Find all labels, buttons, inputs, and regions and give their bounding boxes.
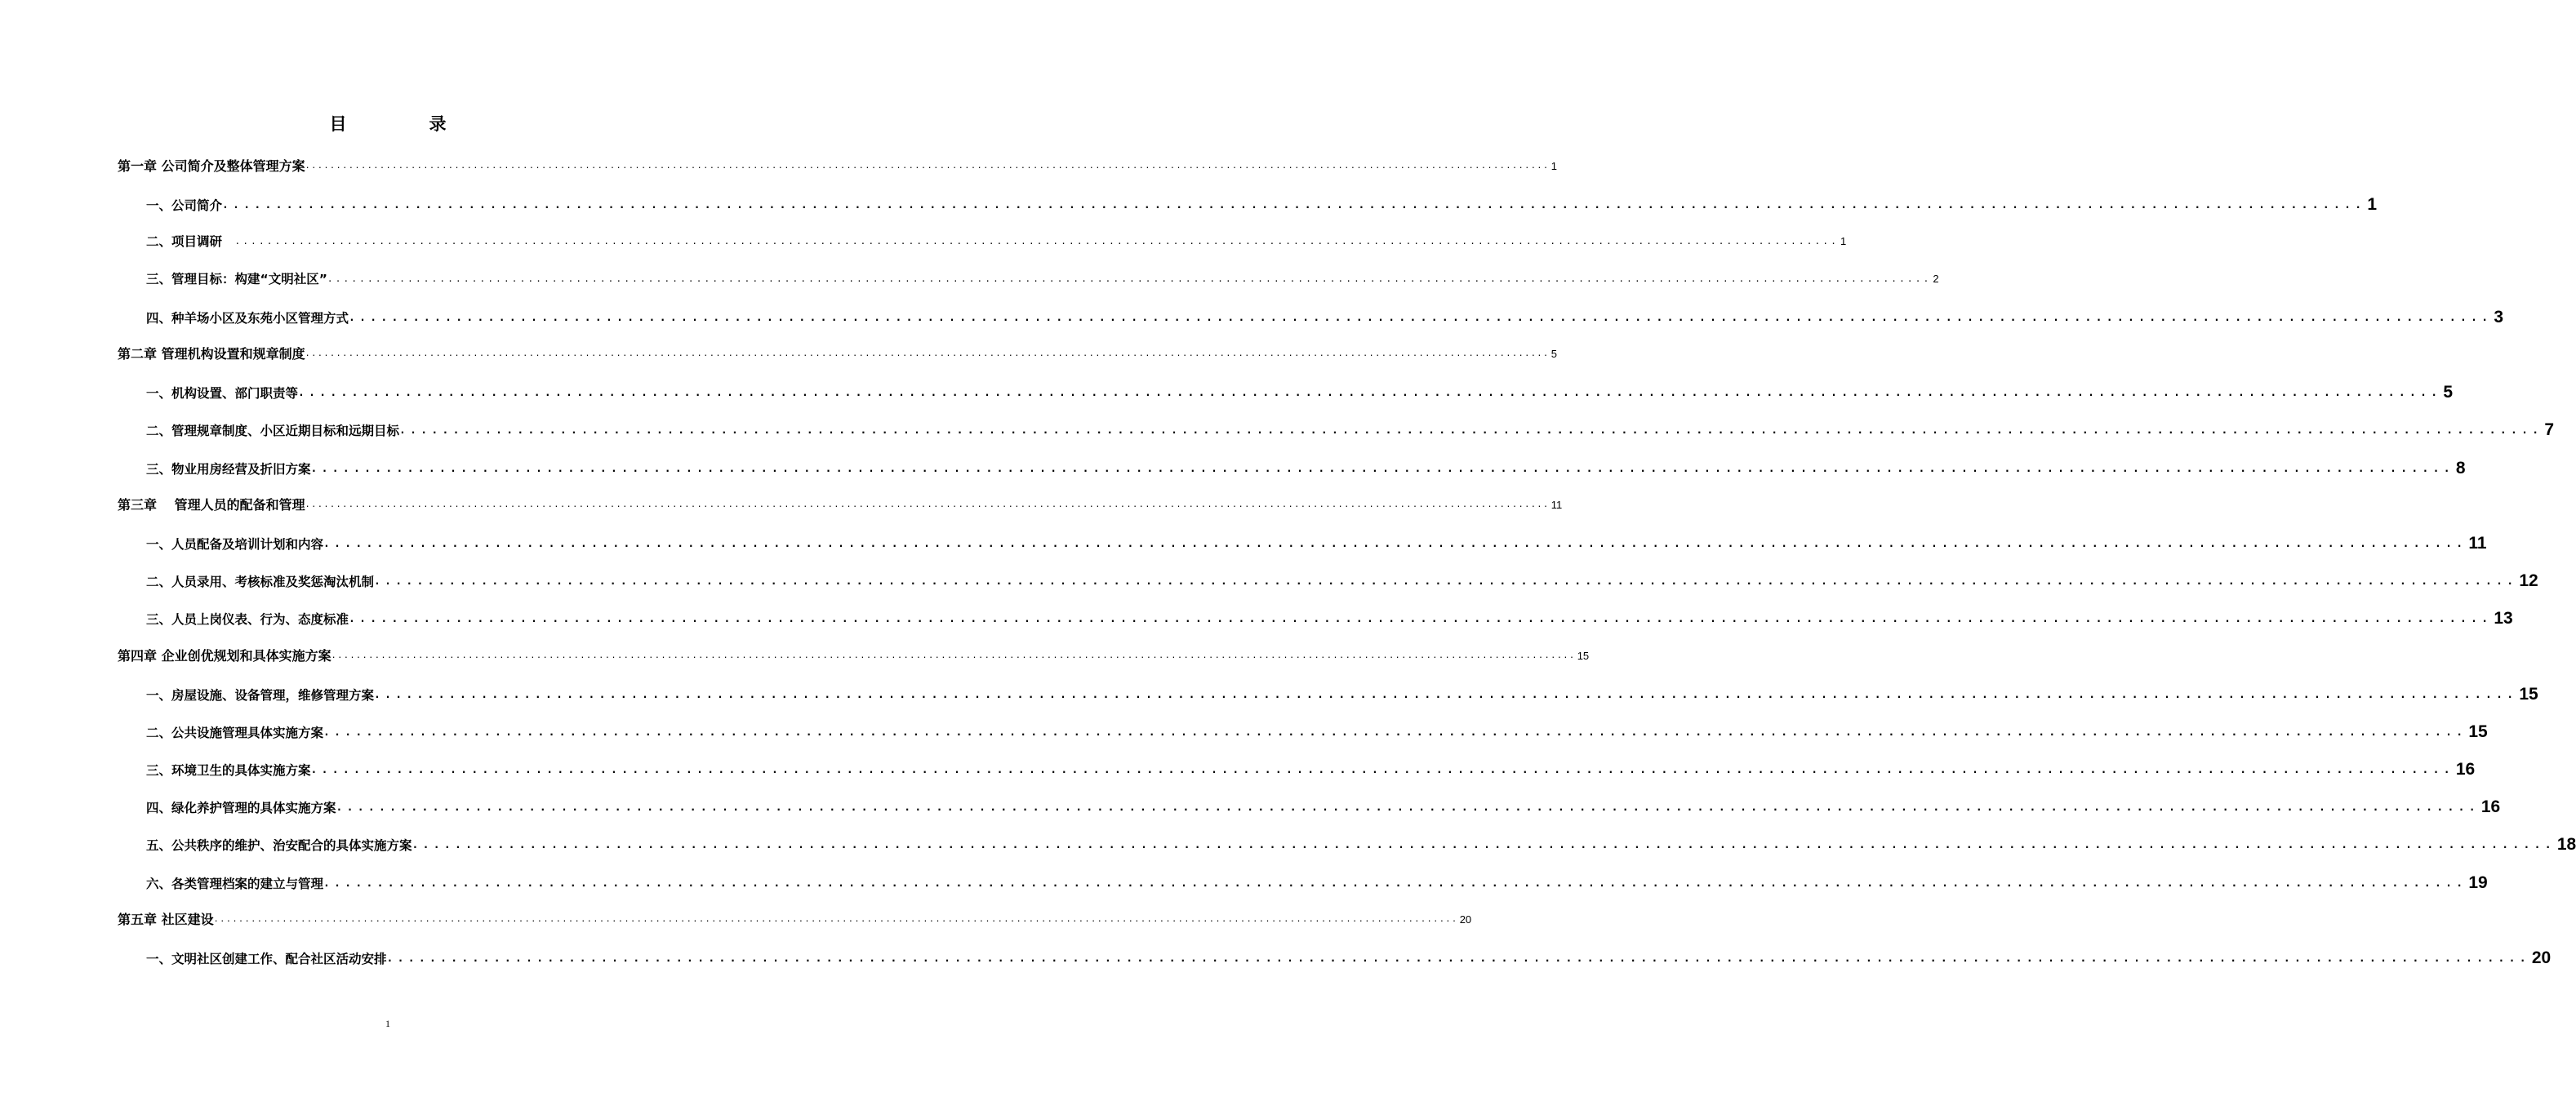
toc-entry-page-number: 5 [1550,348,1557,360]
toc-entry-page-number: 15 [2519,685,2538,704]
toc-dot-leader: ........................................................................................................................................................................................................ [323,538,2467,550]
toc-section-row[interactable] [146,722,2488,741]
toc-entry-label: 三、物业用房经营及折旧方案 [146,462,311,477]
toc-dot-leader: ........................................................................................................................................................................................................ [331,651,1576,660]
toc-dot-leader: ........................................................................................................................................................................................................ [327,273,1932,284]
toc-entry-label: 二、项目调研 [146,234,235,249]
toc-dot-leader: ........................................................................................................................................................................................................ [399,424,2543,437]
toc-entry-label: 三、管理目标：构建“文明社区” [146,272,327,286]
toc-entry-label: 二、人员录用、考核标准及奖惩淘汰机制 [146,575,375,589]
toc-entry-label: 一、机构设置、部门职责等 [146,386,299,401]
toc-dot-leader: ........................................................................................................................................................................................................ [412,839,2556,851]
toc-dot-leader: ........................................................................................................................................................................................................ [305,349,1550,358]
toc-entry-label: 第二章 管理机构设置和规章制度 [118,346,305,362]
toc-section-row[interactable] [146,685,2538,704]
toc-entry-page-number: 16 [2480,797,2501,816]
toc-entry-label: 四、种羊场小区及东苑小区管理方式 [146,311,349,326]
toc-entry-label: 三、人员上岗仪表、行为、态度标准 [146,612,349,627]
toc-section-row[interactable] [146,459,2466,477]
toc-dot-leader: ........................................................................................................................................................................................................ [305,162,1550,171]
toc-dot-leader: ........................................................................................................................................................................................................ [310,764,2454,776]
toc-entry-label: 一、文明社区创建工作、配合社区活动安排 [146,952,387,966]
toc-entry-page-number: 3 [2494,308,2504,326]
toc-entry-label: 二、管理规章制度、小区近期目标和远期目标 [146,424,400,438]
toc-dot-leader: ........................................................................................................................................................................................................ [374,575,2518,588]
toc-chapter-row[interactable] [118,346,1557,362]
toc-section-row[interactable] [146,233,1847,250]
toc-entry-page-number: 19 [2468,873,2488,892]
toc-dot-leader: ........................................................................................................................................................................................................ [349,613,2493,625]
toc-dot-leader: ........................................................................................................................................................................................................ [305,500,1550,509]
toc-entry-page-number: 11 [2468,534,2487,553]
toc-entry-label: 一、房屋设施、设备管理，维修管理方案 [146,688,375,703]
toc-entry-page-number: 11 [1550,499,1563,511]
toc-entry-page-number: 16 [2455,760,2476,779]
toc-section-row[interactable] [146,534,2487,553]
toc-entry-label: 第五章 社区建设 [118,912,214,927]
toc-entry-label: 六、各类管理档案的建立与管理 [146,877,324,891]
toc-dot-leader: ........................................................................................................................................................................................................ [310,463,2454,475]
toc-entry-page-number: 18 [2556,835,2576,854]
toc-entry-page-number: 5 [2443,383,2454,402]
toc-section-row[interactable] [146,609,2513,628]
toc-entry-label: 第一章 公司简介及整体管理方案 [118,158,305,174]
toc-entry-label: 五、公共秩序的维护、治安配合的具体实施方案 [146,838,412,853]
toc-entry-label: 第三章 管理人员的配备和管理 [118,497,305,513]
toc-entry-page-number: 15 [1577,650,1590,662]
toc-chapter-row[interactable] [118,912,1472,928]
toc-section-row[interactable] [146,760,2476,779]
toc-entry-label: 三、环境卫生的具体实施方案 [146,763,311,778]
toc-dot-leader: ........................................................................................................................................................................................................ [374,689,2518,701]
toc-section-row[interactable] [146,420,2555,439]
toc-entry-label: 二、公共设施管理具体实施方案 [146,726,324,740]
toc-entry-page-number: 15 [2468,722,2488,741]
toc-dot-leader: ........................................................................................................................................................................................................ [386,953,2530,965]
toc-entry-label: 一、公司简介 [146,198,223,213]
toc-entry-page-number: 1 [1840,235,1847,247]
toc-section-row[interactable] [146,308,2504,326]
toc-dot-leader: ........................................................................................................................................................................................................ [349,312,2493,324]
toc-entry-page-number: 1 [1550,160,1557,172]
toc-section-row[interactable] [146,571,2538,590]
toc-chapter-row[interactable] [118,497,1563,513]
toc-dot-leader: ........................................................................................................................................................................................................ [323,877,2467,890]
toc-section-row[interactable] [146,797,2501,816]
toc-entry-page-number: 12 [2519,571,2538,590]
page-title: 目 录 [329,114,479,134]
toc-section-row[interactable] [146,271,1939,287]
toc-dot-leader: ........................................................................................................................................................................................................ [213,915,1458,924]
toc-entry-page-number: 7 [2544,420,2555,439]
toc-section-row[interactable] [146,873,2488,892]
toc-dot-leader: ........................................................................................................................................................................................................ [323,726,2467,739]
toc-section-row[interactable] [146,948,2552,967]
toc-section-row[interactable] [146,835,2576,854]
toc-dot-leader: ........................................................................................................................................................................................................ [234,236,1840,246]
toc-chapter-row[interactable] [118,648,1590,664]
toc-section-row[interactable] [146,195,2378,214]
toc-entry-page-number: 20 [2531,948,2552,967]
toc-dot-leader: ........................................................................................................................................................................................................ [298,387,2442,399]
toc-section-row[interactable] [146,383,2454,402]
toc-entry-label: 四、绿化养护管理的具体实施方案 [146,801,336,815]
toc-entry-page-number: 20 [1459,913,1472,926]
toc-entry-page-number: 8 [2455,459,2466,477]
toc-entry-page-number: 2 [1933,273,1939,285]
toc-entry-page-number: 1 [2367,195,2378,214]
toc-dot-leader: ........................................................................................................................................................................................................ [222,199,2366,211]
toc-entry-page-number: 13 [2494,609,2513,628]
toc-chapter-row[interactable] [118,158,1557,175]
toc-entry-label: 一、人员配备及培训计划和内容 [146,537,324,552]
toc-dot-leader: ........................................................................................................................................................................................................ [336,802,2480,814]
toc-entry-label: 第四章 企业创优规划和具体实施方案 [118,648,331,664]
footer-page-number: 1 [385,1018,390,1029]
